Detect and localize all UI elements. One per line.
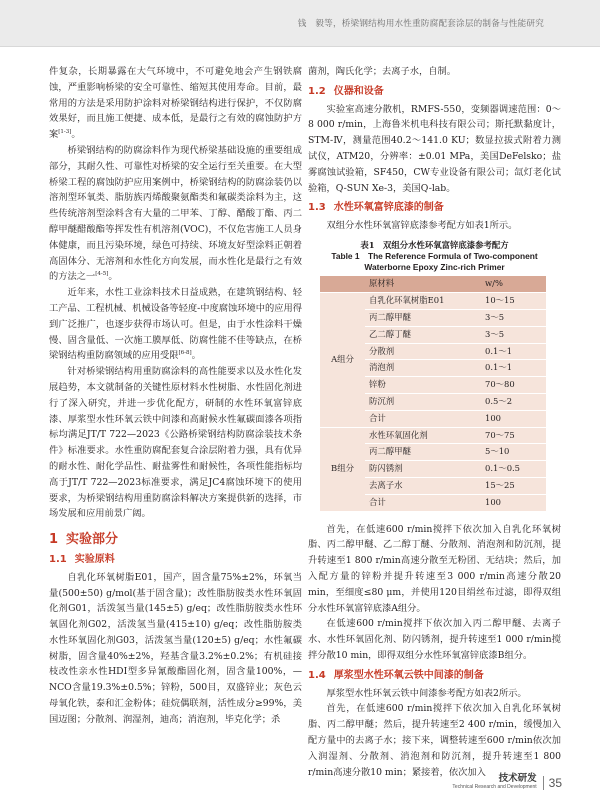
- wt-cell: 0.1～1: [481, 343, 546, 360]
- wt-cell: 3～5: [481, 326, 546, 343]
- paragraph-2: 桥梁钢结构的防腐涂料作为现代桥梁基础设施的重要组成部分，其耐久性、可靠性对桥梁的安全运行至关重要。在大型桥梁工程的腐蚀防护应用案例中，桥梁钢结构的防腐涂装仍以溶剂型环氧类、脂肪族丙烯酸聚氨酯类和氟碳类涂料为主，这些传统溶剂型涂料含有大量的二甲苯、丁醇、醋酸丁酯、丙二醇甲醚醋酸酯等挥发性有机溶剂(VOC)，不仅危害施工人员身体健康，而且污染环境，绿色可持续、环境友好型涂料正朝着高固体分、无溶剂和水性化方向发展，而水性化是最行之有效的方法之一[4-5]。: [49, 144, 302, 283]
- material-cell: 丙二醇甲醚: [365, 444, 481, 461]
- table-row: [320, 293, 546, 310]
- material-cell: 锌粉: [365, 377, 481, 394]
- paragraph-equipment: 实验室高速分散机，RMFS-550，变频器调速范围：0～8 000 r/min，上海鲁米机电科技有限公司；斯托默黏度计，STM-Ⅳ，测量范围40.2～141.0 KU；数显拉拔式附着力测试仪，ATM20，分辨率：±0.01 MPa，美国DeFelsko；盐雾腐蚀试验箱，SF450，CW专业设备有限公司；氙灯老化试验箱，Q-SUN Xe-3，美国Q-lab。: [308, 103, 561, 194]
- citation[interactable]: [4-5]: [95, 271, 109, 278]
- material-cell: 去离子水: [365, 478, 481, 495]
- subsection-number: 1.4: [308, 669, 326, 681]
- group-label-a: A组分: [320, 293, 365, 427]
- paragraph-4: 针对桥梁钢结构用重防腐涂料的高性能要求以及水性化发展趋势，本文就制备的关键性原材料水性树脂、水性固化剂进行了深入研究，并进一步优化配方，研制的水性环氧富锌底漆、厚浆型水性环氧云铁中间漆和高耐候水性氟碳面漆各项指标均满足JT/T 722—2023《公路桥梁钢结构防腐涂装技术条件》标准要求。水性重防腐配套复合涂层附着力强，具有优异的耐水性、耐化学品性、耐盐雾性和耐候性，各项性能指标均高于JT/T 722—2023标准要求，满足JC4腐蚀环境下的使用要求，为桥梁钢结构用重防腐涂料解决方案提供新的选择，市场发展和应用前景广阔。: [49, 366, 302, 520]
- material-cell: 合计: [365, 494, 481, 511]
- table-header-row: [320, 276, 546, 292]
- material-cell: 消泡剂: [365, 360, 481, 377]
- citation[interactable]: [6-8]: [178, 350, 192, 357]
- material-cell: 分散剂: [365, 343, 481, 360]
- material-cell: 防闪锈剂: [365, 461, 481, 478]
- wt-cell: 3～5: [481, 310, 546, 327]
- wt-cell: 100: [481, 410, 546, 427]
- wt-cell: 70～75: [481, 427, 546, 444]
- journal-logo: [452, 770, 536, 790]
- paragraph-1-4b: 首先，在低速600 r/min搅拌下依次加入自乳化环氧树脂、丙二醇甲醚；然后，提升转速至2 400 r/min，缓慢加入配方量中的去离子水；接下来，调整转速至600 r/min依次加入润湿剂、分散剂、消泡剂和防沉剂，提升转速至1 800 r/min高速分散10 min；紧接着，依次加入: [308, 703, 561, 778]
- formula-table: [320, 276, 546, 511]
- material-cell: 自乳化环氧树脂E01: [365, 293, 481, 310]
- journal-name-en: Technical Research and Development: [452, 784, 537, 790]
- right-column: [308, 64, 561, 780]
- subsection-number: 1.3: [308, 202, 326, 214]
- subsection-heading-1-1: [49, 552, 302, 568]
- subsection-title: 水性环氧富锌底漆的制备: [333, 202, 444, 214]
- subsection-heading-1-3: [308, 200, 561, 216]
- column-header-material: 原材料: [365, 276, 481, 292]
- page-footer: [452, 770, 562, 790]
- paragraph-1-3: 双组分水性环氧富锌底漆参考配方如表1所示。: [326, 220, 518, 232]
- table-caption-en: Table 1 The Reference Formula of Two-component Waterborne Epoxy Zinc-rich Primer: [331, 251, 538, 273]
- wt-cell: 0.5～2: [481, 394, 546, 411]
- group-label-b: B组分: [320, 427, 365, 511]
- journal-name-cn: 技术研发: [498, 773, 537, 784]
- paragraph-3: 近年来，水性工业涂料技术日益成熟，在建筑钢结构、轻工产品、工程机械、机械设备等轻度-中度腐蚀环境中的应用得到广泛推广，也逐步获得市场认可。但是，由于水性涂料干燥慢、固含量低、一次施工膜厚低、防腐性能不佳等缺点，在桥梁钢结构重防腐领域的应用受限[6-8]。: [49, 287, 302, 362]
- material-cell: 乙二醇丁醚: [365, 326, 481, 343]
- material-cell: 丙二醇甲醚: [365, 310, 481, 327]
- wt-cell: 100: [481, 494, 546, 511]
- page-header: [0, 0, 600, 47]
- section-number: 1: [49, 532, 59, 548]
- subsection-title: 仪器和设备: [333, 85, 384, 97]
- paragraph-intro: 件复杂，长期暴露在大气环境中，不可避免地会产生钢铁腐蚀，严重影响桥梁的安全可靠性、缩短其使用寿命。目前，最常用的方法是采用防护涂料对桥梁钢结构进行保护，不仅防腐效果好，而且施工便捷、成本低，是最行之有效的腐蚀防护方案[1-3]。: [49, 66, 302, 141]
- wt-cell: 15～25: [481, 478, 546, 495]
- wt-cell: 10～15: [481, 293, 546, 310]
- material-cell: 合计: [365, 410, 481, 427]
- wt-cell: 5～10: [481, 444, 546, 461]
- wt-cell: 0.1～0.5: [481, 461, 546, 478]
- subsection-heading-1-4: [308, 668, 561, 684]
- paragraph-b-component: 在低速600 r/min搅拌下依次加入丙二醇甲醚、去离子水、水性环氧固化剂、防闪锈剂，提升转速至1 000 r/min搅拌分散10 min，即得双组分水性环氧富锌底漆B组分。: [308, 618, 561, 661]
- running-title: 钱 毅等，桥梁钢结构用水性重防腐配套涂层的制备与性能研究: [297, 19, 544, 29]
- paragraph-materials-cont: 菌剂，陶氏化学；去离子水，自制。: [308, 66, 456, 77]
- page-number: 35: [543, 776, 562, 790]
- subsection-number: 1.1: [49, 553, 67, 565]
- citation[interactable]: [1-3]: [58, 129, 72, 136]
- subsection-number: 1.2: [308, 85, 326, 97]
- material-cell: 水性环氧固化剂: [365, 427, 481, 444]
- table-row: [320, 427, 546, 444]
- material-cell: 防沉剂: [365, 394, 481, 411]
- paragraph-1-4a: 厚浆型水性环氧云铁中间漆参考配方如表2所示。: [326, 687, 527, 699]
- left-column: [49, 64, 302, 728]
- subsection-heading-1-2: [308, 84, 561, 100]
- wt-cell: 0.1～1: [481, 360, 546, 377]
- subsection-title: 实验原料: [74, 553, 115, 565]
- section-title: 实验部分: [66, 532, 119, 548]
- table-caption-cn: 表1 双组分水性环氧富锌底漆参考配方: [360, 239, 509, 250]
- wt-cell: 70～80: [481, 377, 546, 394]
- paragraph-materials: 自乳化环氧树脂E01，国产，固含量75%±2%，环氧当量(500±50) g/mol(基于固含量)；改性脂肪胺类水性环氧固化剂G01，活泼氢当量(145±5) g/eq；改性脂肪胺类水性环氧固化剂G02，活泼氢当量(415±10) g/eq；改性脂肪胺类水性环氧固化剂G03，活泼氢当量(120±5) g/eq；水性氟碳树脂，固含量40%±2%，羟基含量3.2%±0.2%；有机硅接枝改性亲水性HDI型多异氰酸酯固化剂，固含量100%，—NCO含量19.3%±0.5%；锌粉，500目，双盛锌业；灰色云母氧化铁，泰和汇金粉体；硅烷偶联剂，活性成分≥99%，美国迈图；分散剂、润湿剂，迪高；消泡剂，毕克化学；杀: [49, 571, 302, 725]
- section-heading-1: [49, 532, 302, 548]
- column-header-wt: w/%: [481, 276, 546, 292]
- subsection-title: 厚浆型水性环氧云铁中间漆的制备: [333, 669, 484, 681]
- paragraph-a-component: 首先，在低速600 r/min搅拌下依次加入自乳化环氧树脂、丙二醇甲醚、乙二醇丁醚、分散剂、消泡剂和防沉剂，提升转速至1 800 r/min高速分散至无粉团、无结块；然后，加入配方量的锌粉并提升转速至3 000 r/min高速分散20 min，至细度≤80 μm，并使用120目绢丝布过滤，即得双组分水性环氧富锌底漆A组分。: [308, 523, 561, 614]
